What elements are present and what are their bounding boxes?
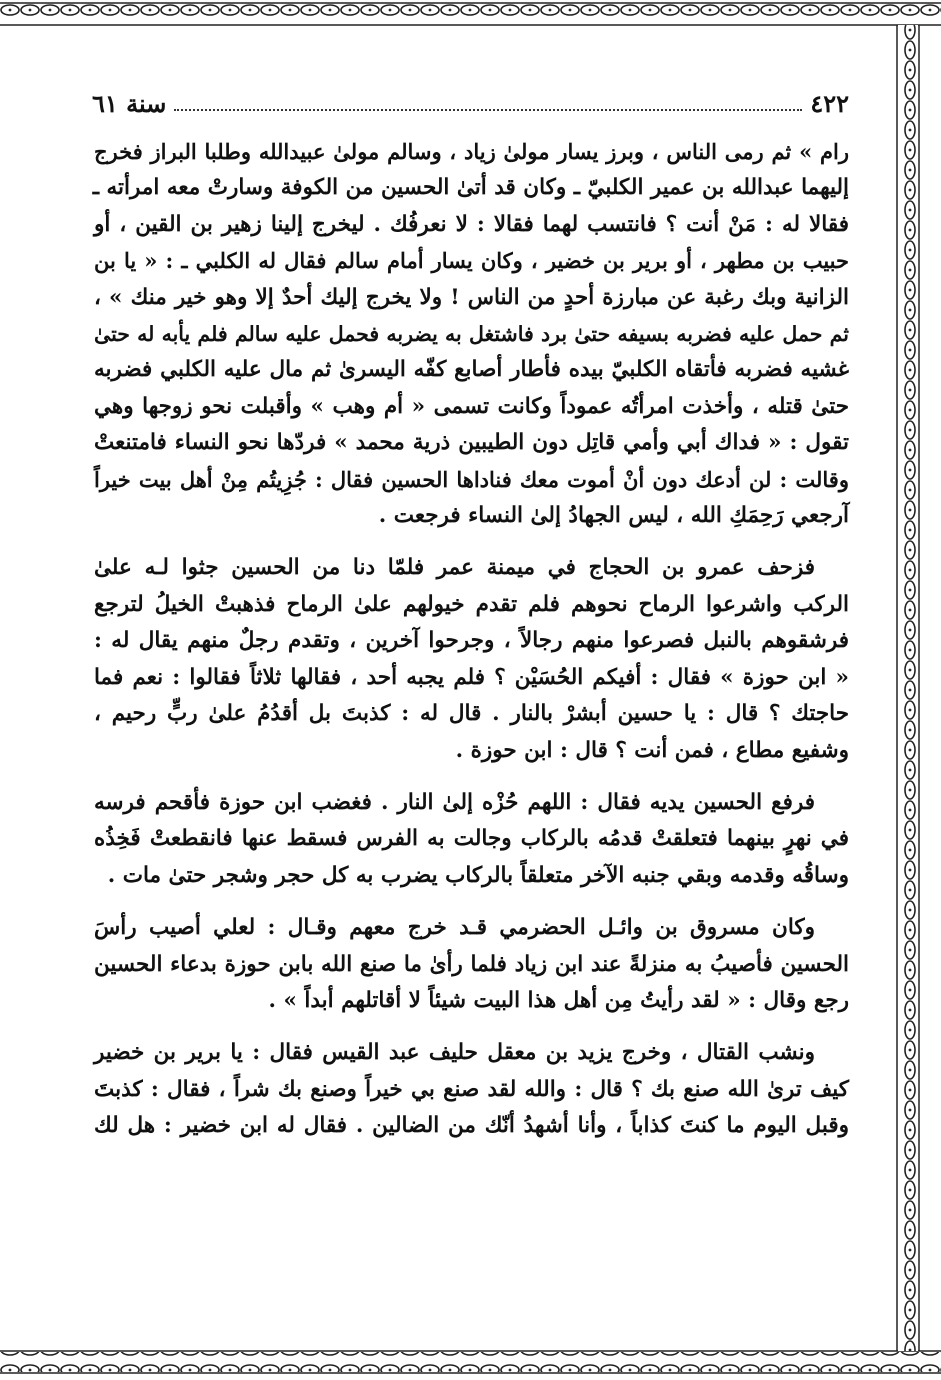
text-line: في نهرٍ بينهما فتعلقتْ قدمُه بالركاب وجالت به الفرس فسقط عنها فانقطعتْ فَخِذُه — [94, 826, 849, 852]
section-title: سنة ٦١ — [92, 89, 167, 118]
text-line: غشيه فضربه فأتقاه الكلبيّ بيده فأطار أصابع كفّه اليسرىٰ ثم مال عليه الكلبي فضربه — [94, 357, 849, 383]
text-line: حاجتك ؟ قال : يا حسين أبشرْ بالنار . قال له : كذبتَ بل أقدُمُ علىٰ ربٍّ رحيم ، — [94, 701, 849, 727]
text-line: وشفيع مطاع ، فمن أنت ؟ قال : ابن حوزة . — [455, 737, 849, 763]
text-line: وساقُه وقدمه وبقي جنبه الآخر متعلقاً بالركاب يضرب به كل حجر وشجر حتىٰ مات . — [107, 862, 849, 888]
text-line: وقبل اليوم ما كنتَ كذاباً ، وأنا أشهدُ أنّك من الضالين . فقال له ابن خضير : هل لك — [94, 1113, 849, 1139]
header-dotted-rule — [174, 109, 802, 111]
text-line: فرفع الحسين يديه فقال : اللهم حُزْه إلىٰ النار . فغضب ابن حوزة فأقحم فرسه — [94, 789, 815, 815]
text-line: وقالت : لن أدعك دون أنْ أموت معك فناداها الحسين فقال : جُزِيتُم مِنْ أهل بيت خيراً — [94, 466, 849, 492]
body-text — [94, 134, 849, 1145]
text-line: آرجعي رَحِمَكِ الله ، ليس الجهادُ إلىٰ النساء فرجعت . — [378, 503, 849, 529]
text-line: « ابن حوزة » فقال : أفيكم الحُسَيْن ؟ فلم يجبه أحد ، فقالها ثلاثاً فقالوا : نعم فما — [94, 664, 849, 690]
text-line: كيف ترىٰ الله صنع بك ؟ قال : والله لقد صنع بي خيراً وصنع بك شراً ، فقال : كذبتَ — [94, 1076, 849, 1102]
text-line: الزانية وبك رغبة عن مبارزة أحدٍ من الناس ! ولا يخرج إليك أحدٌ إلا وهو خير منك » ، — [94, 284, 849, 310]
paragraph — [94, 134, 849, 534]
text-line: وكان مسروق بن وائـل الحضرمي قـد خرج معهم وقـال : لعلي أصيب رأسَ — [94, 915, 815, 941]
running-header — [92, 86, 849, 116]
text-line: الركب واشرعوا الرماح نحوهم فلم تقدم خيولهم علىٰ الرماح فذهبتْ الخيلُ لترجع — [94, 591, 849, 617]
text-line: حبيب بن مطهر ، أو برير بن خضير ، وكان يسار أمام سالم فقال له الكلبي ـ : « يا بن — [94, 248, 849, 274]
text-line: الحسين فأصيبُ به منزلةً عند ابن زياد فلما رأىٰ ما صنع الله بابن حوزة بدعاء الحسين — [94, 951, 849, 977]
text-line: ثم حمل عليه فضربه بسيفه حتىٰ برد فاشتغل به يضربه فحمل عليه سالم فلم يأبه له حتىٰ — [94, 322, 849, 347]
text-line: ونشب القتال ، وخرج يزيد بن معقل حليف عبد القيس فقال : يا برير بن خضير — [94, 1040, 815, 1066]
text-line: رام » ثم رمى الناس ، وبرز يسار مولىٰ زياد ، وسالم مولىٰ عبيدالله وطلبا البراز فخرج — [94, 139, 849, 164]
text-line: إليهما عبدالله بن عمير الكلبيّ ـ وكان قد أتىٰ الحسين من الكوفة وسارتْ معه امرأته ـ — [92, 175, 849, 201]
text-line: حتىٰ قتله ، وأخذت امرأتُه عموداً وكانت تسمى « أم وهب » وأقبلت نحو زوجها وهي — [94, 393, 849, 419]
paragraph — [94, 910, 849, 1019]
text-line: فرشقوهم بالنبل فصرعوا منهم رجالاً ، وجرحوا آخرين ، وتقدم رجلٌ منهم يقال له : — [94, 628, 849, 654]
text-line: تقول : « فداك أبي وأمي قاتِل دون الطيبين ذرية محمد » فردّها نحو النساء فامتنعتْ — [94, 430, 849, 456]
paragraph — [94, 1035, 849, 1144]
paragraph — [94, 785, 849, 894]
text-line: رجع وقال : « لقد رأيتُ مِن أهل هذا البيت شيئاً لا أقاتلهم أبداً » . — [268, 987, 849, 1013]
paragraph — [94, 550, 849, 768]
text-line: فقالا له : مَنْ أنت ؟ فانتسب لهما فقالا : لا نعرفُك . ليخرج إلينا زهير بن القين ، أو — [94, 211, 849, 237]
page-number: ٤٢٢ — [810, 89, 849, 118]
text-line: فزحف عمرو بن الحجاج في ميمنة عمر فلمّا دنا من الحسين جثوا لـه علىٰ — [94, 555, 815, 581]
